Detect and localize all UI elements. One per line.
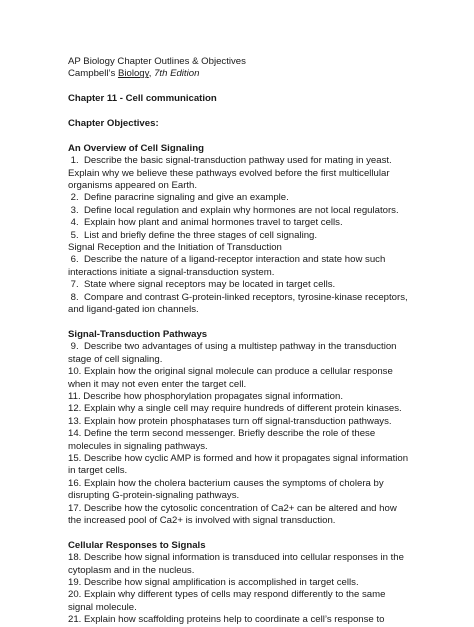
objective-line: 17. Describe how the cytosolic concentration of Ca2+ can be altered and how (68, 502, 397, 514)
objective-line: molecules in signaling pathways. (68, 440, 208, 452)
objective-line: 1. Describe the basic signal-transduction pathway used for mating in yeast. (68, 155, 392, 167)
spacer (68, 316, 468, 328)
objective-line: 2. Define paracrine signaling and give an example. (68, 192, 289, 204)
objective-line: in target cells. (68, 465, 128, 477)
objective-line: 15. Describe how cyclic AMP is formed and how it propagates signal information (68, 452, 409, 464)
objective-line: 7. State where signal receptors may be located in target cells. (68, 279, 336, 291)
objective-line: 12. Explain why a single cell may require hundreds of different protein kinases. (68, 403, 402, 415)
objective-line: and ligand-gated ion channels. (68, 304, 199, 316)
objective-line: 3. Define local regulation and explain why hormones are not local regulators. (68, 204, 399, 216)
objective-line: stage of cell signaling. (68, 353, 163, 365)
objective-line: Signal Reception and the Initiation of Transduction (68, 242, 282, 254)
document-page (68, 56, 468, 627)
objective-line: 13. Explain how protein phosphatases turn off signal-transduction pathways. (68, 415, 392, 427)
objective-line: 6. Describe the nature of a ligand-receptor interaction and state how such (68, 254, 386, 266)
textbook-citation (68, 68, 468, 80)
objective-line: 10. Explain how the original signal molecule can produce a cellular response (68, 366, 393, 378)
objective-line: 18. Describe how signal information is transduced into cellular responses in the (68, 552, 404, 564)
objective-line: 14. Define the term second messenger. Briefly describe the role of these (68, 428, 376, 440)
objective-line: signal molecule. (68, 601, 137, 613)
spacer (68, 81, 468, 93)
section-heading: An Overview of Cell Signaling (68, 142, 204, 154)
objective-line: 11. Describe how phosphorylation propagates signal information. (68, 390, 344, 402)
course-title: AP Biology Chapter Outlines & Objectives (68, 56, 246, 67)
objective-line: cytoplasm and in the nucleus. (68, 564, 195, 576)
section-heading: Signal-Transduction Pathways (68, 328, 208, 340)
spacer (68, 130, 468, 142)
citation-author: Campbell’s (68, 68, 118, 80)
sections-container (68, 143, 468, 627)
objective-line: 19. Describe how signal amplification is accomplished in target cells. (68, 576, 359, 588)
section-heading: Cellular Responses to Signals (68, 539, 206, 551)
citation-book-title: Biology (117, 68, 149, 80)
objective-line: 5. List and briefly define the three stages of cell signaling. (68, 229, 318, 241)
objective-line: when it may not even enter the target cell. (68, 378, 247, 390)
citation-edition: 7th Edition (154, 68, 200, 80)
objective-line: disrupting G-protein-signaling pathways. (68, 490, 240, 502)
citation-separator: , (148, 68, 155, 80)
chapter-title: Chapter 11 - Cell communication (68, 93, 217, 105)
objectives-heading: Chapter Objectives: (68, 118, 159, 129)
spacer (68, 106, 468, 118)
objective-line: the increased pool of Ca2+ is involved with signal transduction. (68, 514, 336, 526)
objective-line: 16. Explain how the cholera bacterium causes the symptoms of cholera by (68, 477, 384, 489)
objective-line: 20. Explain why different types of cells may respond differently to the same (68, 589, 386, 601)
objective-line: 9. Describe two advantages of using a multistep pathway in the transduction (68, 341, 397, 353)
objective-line: 21. Explain how scaffolding proteins help to coordinate a cell’s response to (68, 614, 385, 626)
objective-line: Explain why we believe these pathways evolved before the first multicellular (68, 167, 390, 179)
objective-line: organisms appeared on Earth. (68, 180, 198, 192)
objective-line: 4. Explain how plant and animal hormones travel to target cells. (68, 217, 343, 229)
spacer (68, 527, 468, 539)
objective-line: 8. Compare and contrast G-protein-linked receptors, tyrosine-kinase receptors, (68, 291, 408, 303)
objective-line: interactions initiate a signal-transduction system. (68, 266, 275, 278)
